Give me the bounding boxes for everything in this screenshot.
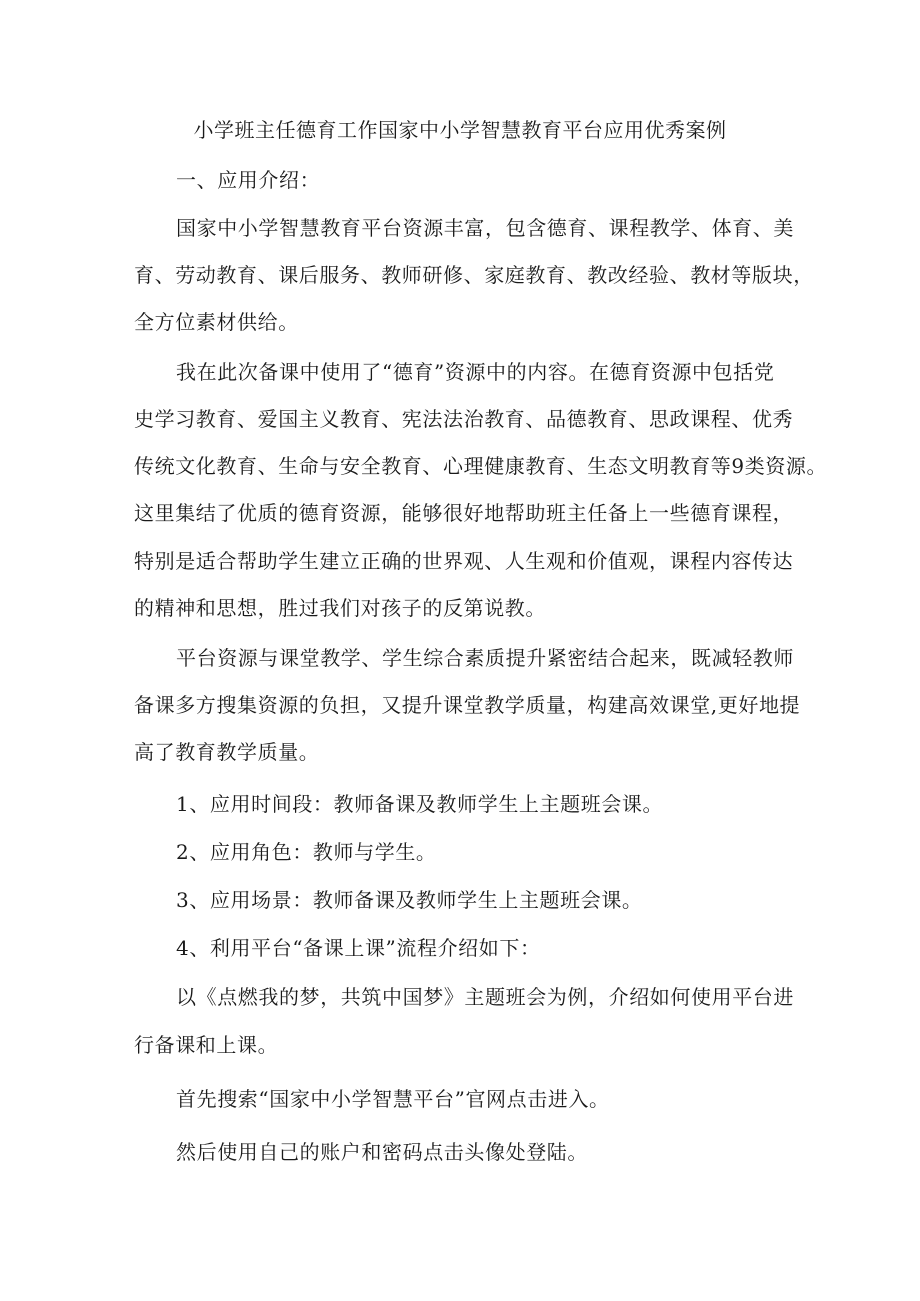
- paragraph-line: 首先搜索“国家中小学智慧平台”官网点击进入。: [176, 1087, 610, 1111]
- paragraph-line: 行备课和上课。: [134, 1033, 279, 1057]
- section-heading-intro: 一、应用介绍：: [176, 168, 321, 192]
- paragraph-line: 平台资源与课堂教学、学生综合素质提升紧密结合起来，既减轻教师: [176, 646, 794, 670]
- paragraph-line: 史学习教育、爱国主义教育、宪法法治教育、品德教育、思政课程、优秀: [134, 407, 794, 431]
- document-title: 小学班主任德育工作国家中小学智慧教育平台应用优秀案例: [193, 118, 727, 142]
- paragraph-line: 以《点燃我的梦，共筑中国梦》主题班会为例，介绍如何使用平台进: [176, 985, 794, 1009]
- paragraph-line: 育、劳动教育、课后服务、教师研修、家庭教育、教改经验、教材等版块，: [134, 263, 814, 287]
- list-item: 2、应用角色：教师与学生。: [176, 840, 437, 864]
- paragraph-line: 我在此次备课中使用了“德育”资源中的内容。在德育资源中包括党: [176, 360, 775, 384]
- paragraph-line: 全方位素材供给。: [134, 310, 299, 334]
- paragraph-line: 国家中小学智慧教育平台资源丰富，包含德育、课程教学、体育、美: [176, 216, 794, 240]
- list-item: 4、利用平台“备课上课”流程介绍如下：: [176, 936, 541, 960]
- paragraph-line: 高了教育教学质量。: [134, 740, 320, 764]
- paragraph-line: 传统文化教育、生命与安全教育、心理健康教育、生态文明教育等9类资源。: [134, 454, 828, 478]
- list-item: 3、应用场景：教师备课及教师学生上主题班会课。: [176, 888, 643, 912]
- paragraph-line: 备课多方搜集资源的负担，又提升课堂教学质量，构建高效课堂,更好地提: [134, 693, 801, 717]
- list-item: 1、应用时间段：教师备课及教师学生上主题班会课。: [176, 792, 664, 816]
- paragraph-line: 特别是适合帮助学生建立正确的世界观、人生观和价值观，课程内容传达: [134, 549, 794, 573]
- paragraph-line: 的精神和思想，胜过我们对孩子的反第说教。: [134, 596, 546, 620]
- paragraph-line: 这里集结了优质的德育资源，能够很好地帮助班主任备上一些德育课程，: [134, 501, 794, 525]
- paragraph-line: 然后使用自己的账户和密码点击头像处登陆。: [176, 1140, 588, 1164]
